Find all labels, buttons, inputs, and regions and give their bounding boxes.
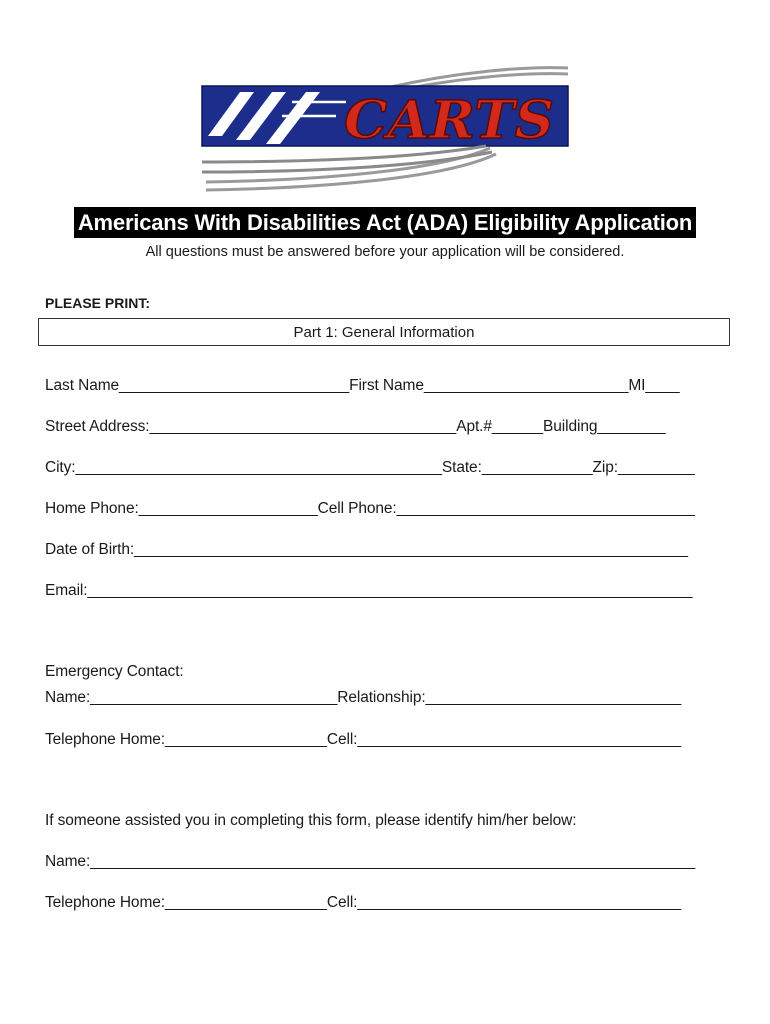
emergency-name-line[interactable]: Name:_____________________________Relationship:______________________________ bbox=[45, 689, 682, 706]
part1-header bbox=[38, 318, 730, 346]
city-fields-line[interactable]: City:___________________________________________State:_____________Zip:_________ bbox=[45, 459, 695, 476]
assisted-phone-line[interactable]: Telephone Home:___________________Cell:______________________________________ bbox=[45, 894, 682, 911]
assisted-name-line[interactable]: Name:_______________________________________________________________________ bbox=[45, 853, 696, 870]
please-print-label: PLEASE PRINT: bbox=[45, 295, 151, 311]
name-fields-line[interactable]: Last Name___________________________First Name________________________MI____ bbox=[45, 377, 680, 394]
email-field-line[interactable]: Email:_______________________________________________________________________ bbox=[45, 582, 693, 599]
dob-field-line[interactable]: Date of Birth:_________________________________________________________________ bbox=[45, 541, 688, 558]
instructions-text: All questions must be answered before your application will be considered. bbox=[145, 244, 625, 260]
carts-logo bbox=[196, 62, 572, 194]
phone-fields-line[interactable]: Home Phone:_____________________Cell Phone:___________________________________ bbox=[45, 500, 695, 517]
assisted-heading: If someone assisted you in completing this form, please identify him/her below: bbox=[45, 812, 577, 829]
part1-title: Part 1: General Information bbox=[293, 324, 475, 341]
carts-logo-text: CARTS bbox=[344, 90, 554, 151]
address-fields-line[interactable]: Street Address:____________________________________Apt.#______Building________ bbox=[45, 418, 666, 435]
emergency-phone-line[interactable]: Telephone Home:___________________Cell:______________________________________ bbox=[45, 731, 682, 748]
page-title: Americans With Disabilities Act (ADA) Eligibility Application bbox=[74, 207, 696, 238]
emergency-contact-heading: Emergency Contact: bbox=[45, 663, 184, 680]
